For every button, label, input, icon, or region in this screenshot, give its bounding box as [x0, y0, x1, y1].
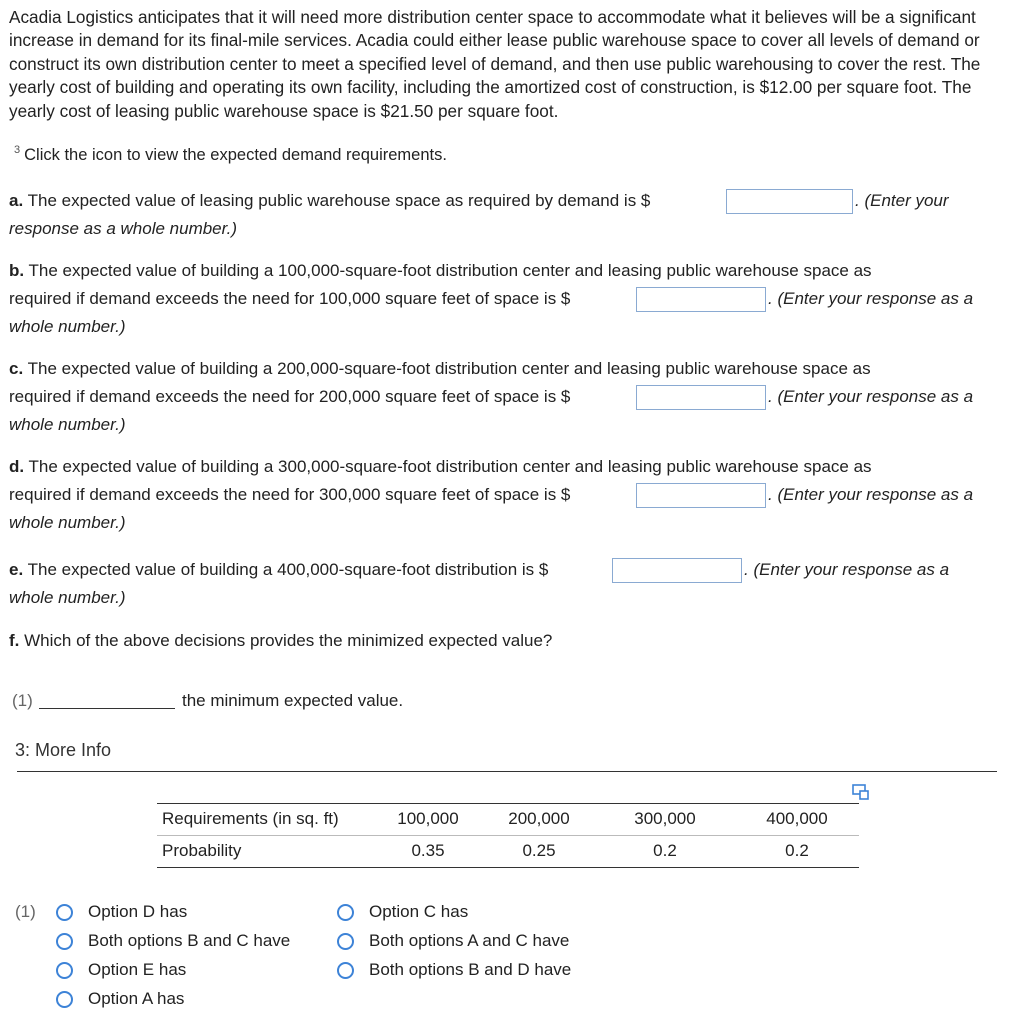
radio-option-c[interactable]	[337, 904, 354, 921]
answer-e-input[interactable]	[612, 558, 742, 583]
question-b-line1: b. The expected value of building a 100,000-square-foot distribution center and leasing public warehouse space as	[9, 261, 872, 280]
copy-table-icon[interactable]	[851, 783, 871, 801]
requirement-cell: 400,000	[766, 809, 828, 828]
problem-intro: Acadia Logistics anticipates that it will need more distribution center space to accommodate what it believes will be a significant increase in demand for its final-mile services. Acadia could either lease public warehouse space to cover all levels of demand or construct its own distribution center to meet a specified level of demand, and then use public warehousing to cover the rest. The yearly cost of building and operating its own facility, including the amortized cost of construction, is $12.00 per square foot. The yearly cost of leasing public warehouse space is $21.50 per square foot.	[9, 7, 981, 121]
question-b-hint: . (Enter your response as a	[768, 289, 974, 308]
option-e-text: Option E has	[88, 960, 187, 979]
probability-label: Probability	[162, 841, 242, 860]
more-info-title: 3: More Info	[15, 740, 112, 760]
radio-option-a-c[interactable]	[337, 933, 354, 950]
question-b-line3: whole number.)	[9, 317, 126, 336]
question-d-hint: . (Enter your response as a	[768, 485, 974, 504]
radio-option-b-c[interactable]	[56, 933, 73, 950]
probability-cell: 0.2	[653, 841, 677, 860]
answer-a-input[interactable]	[726, 189, 853, 214]
answer-b-input[interactable]	[636, 287, 766, 312]
question-e-line2: whole number.)	[9, 588, 126, 607]
question-d-line3: whole number.)	[9, 513, 126, 532]
table-mid-rule	[157, 835, 859, 836]
requirement-cell: 100,000	[397, 809, 459, 828]
demand-requirements-link[interactable]	[14, 144, 447, 165]
question-f: f. Which of the above decisions provides the minimized expected value?	[9, 631, 553, 650]
requirements-label: Requirements (in sq. ft)	[162, 809, 339, 828]
reference-text: Click the icon to view the expected demand requirements.	[24, 146, 447, 164]
question-b-line2: required if demand exceeds the need for 100,000 square feet of space is $	[9, 289, 571, 308]
options-label: (1)	[15, 902, 36, 921]
question-e-hint: . (Enter your response as a	[744, 560, 950, 579]
answer-d-input[interactable]	[636, 483, 766, 508]
question-e-line1: e. The expected value of building a 400,000-square-foot distribution is $	[9, 560, 549, 579]
question-c-line1: c. The expected value of building a 200,000-square-foot distribution center and leasing public warehouse space as	[9, 359, 871, 378]
table-top-rule	[157, 803, 859, 804]
question-a-line1: a. The expected value of leasing public warehouse space as required by demand is $	[9, 191, 651, 210]
question-c-line3: whole number.)	[9, 415, 126, 434]
option-a-c-text: Both options A and C have	[369, 931, 570, 950]
blank-1-suffix: the minimum expected value.	[182, 691, 404, 710]
probability-cell: 0.25	[522, 841, 556, 860]
option-b-d-text: Both options B and D have	[369, 960, 572, 979]
probability-cell: 0.35	[411, 841, 445, 860]
radio-option-b-d[interactable]	[337, 962, 354, 979]
option-d-text: Option D has	[88, 902, 188, 921]
answer-c-input[interactable]	[636, 385, 766, 410]
radio-option-e[interactable]	[56, 962, 73, 979]
question-f-label: f.	[9, 631, 20, 650]
question-c-line2: required if demand exceeds the need for 200,000 square feet of space is $	[9, 387, 571, 406]
question-c-label: c.	[9, 359, 24, 378]
probability-cell: 0.2	[785, 841, 809, 860]
question-e-label: e.	[9, 560, 24, 579]
table-bottom-rule	[157, 867, 859, 868]
requirement-cell: 200,000	[508, 809, 570, 828]
option-c-text: Option C has	[369, 902, 469, 921]
requirement-cell: 300,000	[634, 809, 696, 828]
more-info-divider	[17, 771, 997, 772]
blank-1-label: (1)	[12, 691, 33, 710]
question-d-line2: required if demand exceeds the need for 300,000 square feet of space is $	[9, 485, 571, 504]
option-a-text: Option A has	[88, 989, 185, 1008]
question-a-hint: . (Enter your	[855, 191, 949, 210]
question-d-label: d.	[9, 457, 25, 476]
question-b-label: b.	[9, 261, 25, 280]
question-c-hint: . (Enter your response as a	[768, 387, 974, 406]
question-a-line2: response as a whole number.)	[9, 219, 238, 238]
radio-option-d[interactable]	[56, 904, 73, 921]
question-d-line1: d. The expected value of building a 300,000-square-foot distribution center and leasing public warehouse space as	[9, 457, 872, 476]
question-a-label: a.	[9, 191, 24, 210]
radio-option-a[interactable]	[56, 991, 73, 1008]
reference-number: 3	[14, 144, 21, 156]
blank-1-dropdown[interactable]	[39, 708, 175, 709]
option-b-c-text: Both options B and C have	[88, 931, 291, 950]
